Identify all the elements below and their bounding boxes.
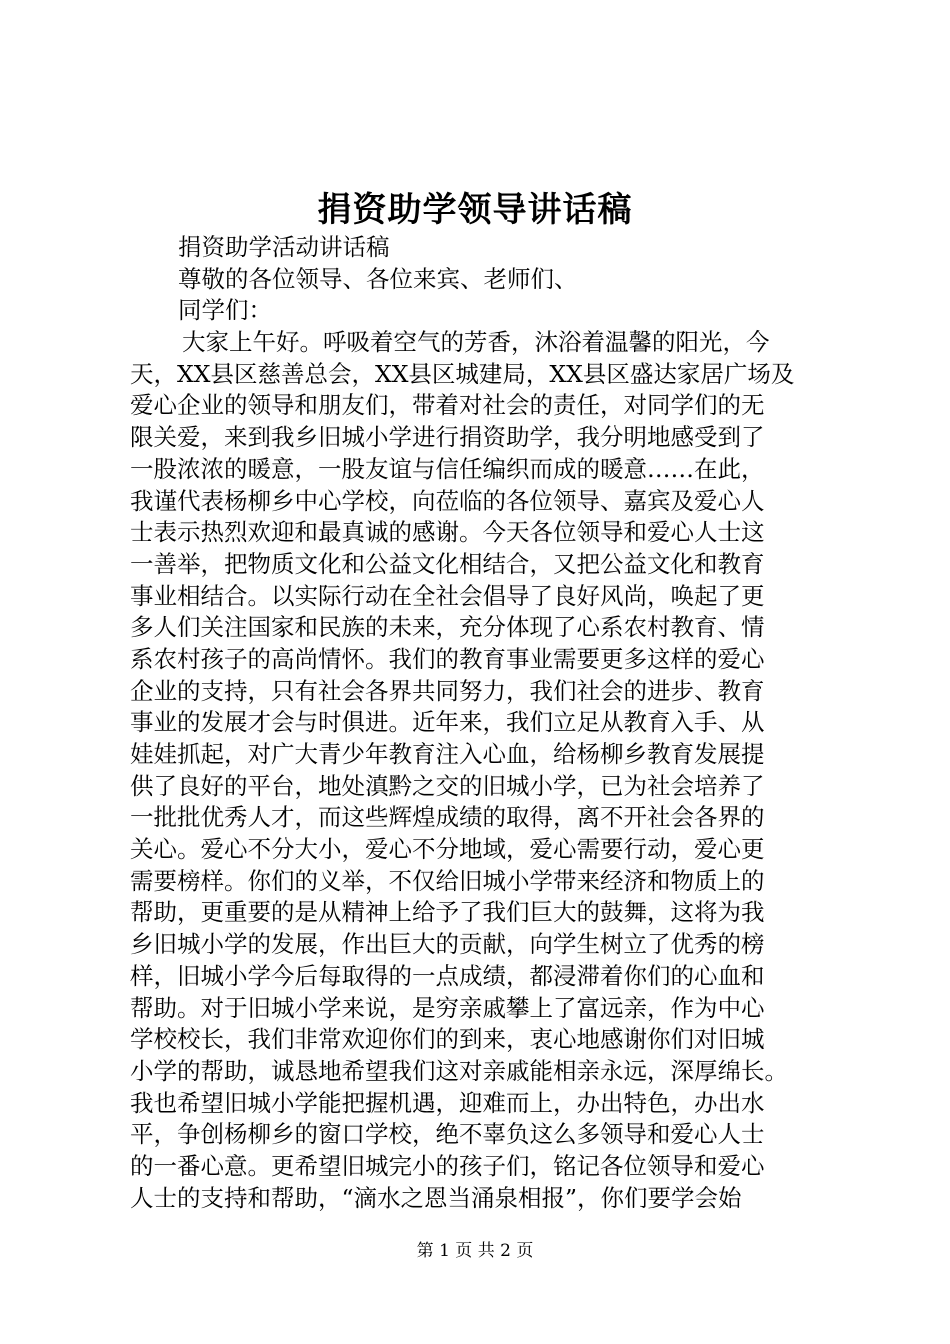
body-line: 士表示热烈欢迎和最真诚的感谢。今天各位领导和爱心人士这 <box>130 518 765 547</box>
body-line: 需要榜样。你们的义举，不仅给旧城小学带来经济和物质上的 <box>130 866 765 895</box>
body-line: 同学们： <box>178 296 272 325</box>
body-line: 多人们关注国家和民族的未来，充分体现了心系农村教育、情 <box>130 613 765 642</box>
body-line: 学校校长，我们非常欢迎你们的到来，衷心地感谢你们对旧城 <box>130 1025 765 1054</box>
body-line: 样，旧城小学今后每取得的一点成绩，都浸滞着你们的心血和 <box>130 961 765 990</box>
body-line: 帮助，更重要的是从精神上给予了我们巨大的鼓舞，这将为我 <box>130 898 765 927</box>
body-line: 平，争创杨柳乡的窗口学校，绝不辜负这么多领导和爱心人士 <box>130 1120 765 1149</box>
body-line: 关心。爱心不分大小，爱心不分地域，爱心需要行动，爱心更 <box>130 835 765 864</box>
body-line: 企业的支持，只有社会各界共同努力，我们社会的进步、教育 <box>130 676 765 705</box>
body-line: 天，XX县区慈善总会，XX县区城建局，XX县区盛达家居广场及 <box>130 359 795 388</box>
body-line: 一批批优秀人才，而这些辉煌成绩的取得，离不开社会各界的 <box>130 803 765 832</box>
body-line: 帮助。对于旧城小学来说，是穷亲戚攀上了富远亲，作为中心 <box>130 993 765 1022</box>
body-line: 乡旧城小学的发展，作出巨大的贡献，向学生树立了优秀的榜 <box>130 930 765 959</box>
body-line: 我也希望旧城小学能把握机遇，迎难而上，办出特色，办出水 <box>130 1088 765 1117</box>
body-line: 爱心企业的领导和朋友们，带着对社会的责任，对同学们的无 <box>130 391 765 420</box>
body-line: 尊敬的各位领导、各位来宾、老师们、 <box>178 264 578 293</box>
page-number-footer: 第 1 页 共 2 页 <box>416 1241 534 1261</box>
body-line: 娃娃抓起，对广大青少年教育注入心血，给杨柳乡教育发展提 <box>130 740 765 768</box>
document-body <box>130 232 850 1214</box>
body-line: 一股浓浓的暖意，一股友谊与信任编织而成的暖意……在此， <box>130 454 765 483</box>
body-line: 限关爱，来到我乡旧城小学进行捐资助学，我分明地感受到了 <box>130 423 765 452</box>
body-line: 人士的支持和帮助，“滴水之恩当涌泉相报”，你们要学会始 <box>130 1183 742 1212</box>
body-line: 大家上午好。呼吸着空气的芳香，沐浴着温馨的阳光，今 <box>182 328 770 357</box>
body-line: 系农村孩子的高尚情怀。我们的教育事业需要更多这样的爱心 <box>130 644 765 673</box>
body-line: 小学的帮助，诚恳地希望我们这对亲戚能相亲永远，深厚绵长。 <box>130 1056 788 1085</box>
body-line: 事业的发展才会与时俱进。近年来，我们立足从教育入手、从 <box>130 708 765 737</box>
body-line: 捐资助学活动讲话稿 <box>178 233 390 261</box>
body-line: 供了良好的平台，地处滇黔之交的旧城小学，已为社会培养了 <box>130 771 765 800</box>
body-line: 事业相结合。以实际行动在全社会倡导了良好风尚，唤起了更 <box>130 581 765 610</box>
body-line: 一善举，把物质文化和公益文化相结合，又把公益文化和教育 <box>130 549 765 578</box>
body-line: 我谨代表杨柳乡中心学校，向莅临的各位领导、嘉宾及爱心人 <box>130 486 765 515</box>
document-title: 捐资助学领导讲话稿 <box>317 190 633 230</box>
body-line: 的一番心意。更希望旧城完小的孩子们，铭记各位领导和爱心 <box>130 1151 765 1180</box>
